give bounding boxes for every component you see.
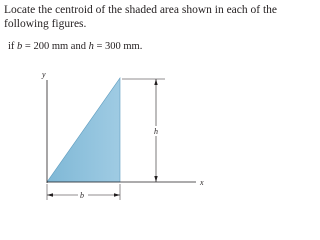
base-arrow-right xyxy=(114,193,120,196)
shaded-triangle xyxy=(47,78,120,182)
height-label: h xyxy=(154,127,158,136)
problem-statement: Locate the centroid of the shaded area shown in each of the following figures. xyxy=(4,4,278,30)
x-axis-label: x xyxy=(200,178,204,187)
b-symbol: b xyxy=(17,41,23,52)
h-value: = 300 mm. xyxy=(96,41,143,52)
height-arrow-bottom xyxy=(154,176,157,182)
given-prefix: if xyxy=(8,41,15,52)
y-axis-label: y xyxy=(42,70,46,79)
base-arrow-left xyxy=(47,193,53,196)
height-arrow-top xyxy=(154,79,157,85)
base-label: b xyxy=(80,191,84,200)
h-symbol: h xyxy=(88,41,94,52)
b-value: = 200 mm and xyxy=(24,41,86,52)
